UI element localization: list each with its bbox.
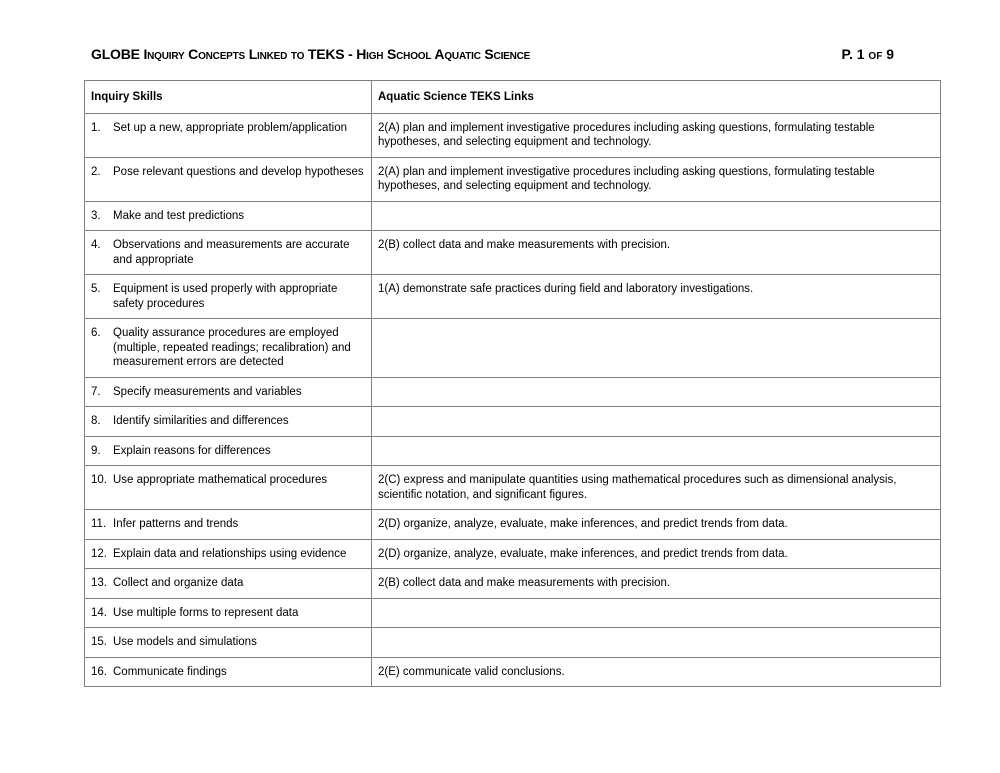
- inquiry-skill-cell: [85, 436, 372, 466]
- skill-text: Collect and organize data: [113, 577, 244, 589]
- skill-number: 13.: [91, 577, 107, 589]
- inquiry-skill: [91, 165, 365, 180]
- skill-text: Identify similarities and differences: [113, 415, 289, 427]
- inquiry-skill: [91, 635, 365, 650]
- teks-link-cell: 2(A) plan and implement investigative procedures including asking questions, formulating testable hypotheses, and selecting equipment and technology.: [372, 157, 941, 201]
- inquiry-skill: [91, 238, 365, 267]
- table-header-row: [85, 81, 941, 114]
- skill-number: 4.: [91, 239, 101, 251]
- inquiry-skill-cell: [85, 657, 372, 687]
- table-row: [85, 569, 941, 599]
- skill-number: 10.: [91, 474, 107, 486]
- teks-link-cell: 2(B) collect data and make measurements with precision.: [372, 231, 941, 275]
- inquiry-skill: [91, 414, 365, 429]
- page-number: P. 1 of 9: [841, 46, 894, 62]
- table-row: [85, 275, 941, 319]
- inquiry-skill: [91, 121, 365, 136]
- table-row: [85, 628, 941, 658]
- table-row: [85, 377, 941, 407]
- skill-number: 7.: [91, 385, 101, 398]
- teks-link-cell: [372, 598, 941, 628]
- skill-number: 6.: [91, 327, 101, 339]
- inquiry-skill: [91, 326, 365, 370]
- teks-link-cell: [372, 201, 941, 231]
- skill-text: Pose relevant questions and develop hypotheses: [113, 165, 364, 178]
- teks-link-cell: 2(D) organize, analyze, evaluate, make inferences, and predict trends from data.: [372, 510, 941, 540]
- inquiry-skill-cell: [85, 628, 372, 658]
- skill-text: Use multiple forms to represent data: [113, 606, 299, 619]
- inquiry-skill: [91, 547, 365, 562]
- skill-text: Explain reasons for differences: [113, 444, 271, 457]
- skill-number: 8.: [91, 415, 101, 427]
- teks-link-cell: 1(A) demonstrate safe practices during field and laboratory investigations.: [372, 275, 941, 319]
- column-header-inquiry-skills: Inquiry Skills: [85, 81, 372, 114]
- skill-text: Observations and measurements are accurate and appropriate: [113, 239, 350, 266]
- teks-link-cell: [372, 377, 941, 407]
- inquiry-skill-cell: [85, 231, 372, 275]
- table-row: [85, 113, 941, 157]
- inquiry-skill: [91, 473, 365, 488]
- inquiry-skill-cell: [85, 319, 372, 378]
- inquiry-skill-cell: [85, 407, 372, 437]
- inquiry-skill: [91, 576, 365, 591]
- inquiry-skill: [91, 665, 365, 680]
- skill-number: 9.: [91, 444, 101, 457]
- skill-number: 14.: [91, 606, 107, 619]
- inquiry-skill: [91, 517, 365, 532]
- table-row: [85, 407, 941, 437]
- skill-text: Use models and simulations: [113, 636, 257, 648]
- table-row: [85, 657, 941, 687]
- teks-link-cell: 2(C) express and manipulate quantities using mathematical procedures such as dimensional analysis, scientific notation, and significant figures.: [372, 466, 941, 510]
- inquiry-skill: [91, 385, 365, 400]
- inquiry-skill: [91, 282, 365, 311]
- teks-link-cell: 2(D) organize, analyze, evaluate, make inferences, and predict trends from data.: [372, 539, 941, 569]
- skill-number: 11.: [91, 518, 107, 530]
- table-row: [85, 510, 941, 540]
- skill-number: 2.: [91, 165, 101, 178]
- skill-number: 16.: [91, 665, 107, 678]
- teks-links-table: [84, 80, 941, 687]
- skill-text: Equipment is used properly with appropriate safety procedures: [113, 283, 338, 310]
- column-header-teks-links: Aquatic Science TEKS Links: [372, 81, 941, 114]
- skill-text: Make and test predictions: [113, 209, 245, 222]
- inquiry-skill: [91, 444, 365, 459]
- teks-link-cell: 2(A) plan and implement investigative procedures including asking questions, formulating testable hypotheses, and selecting equipment and technology.: [372, 113, 941, 157]
- skill-number: 3.: [91, 209, 101, 222]
- inquiry-skill-cell: [85, 510, 372, 540]
- skill-number: 5.: [91, 283, 101, 295]
- skill-text: Use appropriate mathematical procedures: [113, 474, 328, 486]
- teks-link-cell: [372, 407, 941, 437]
- inquiry-skill-cell: [85, 598, 372, 628]
- table-row: [85, 466, 941, 510]
- inquiry-skill-cell: [85, 113, 372, 157]
- inquiry-skill-cell: [85, 539, 372, 569]
- inquiry-skill-cell: [85, 377, 372, 407]
- skill-text: Specify measurements and variables: [113, 385, 302, 398]
- skill-text: Set up a new, appropriate problem/application: [113, 121, 347, 134]
- table-row: [85, 201, 941, 231]
- inquiry-skill: [91, 606, 365, 621]
- inquiry-skill-cell: [85, 569, 372, 599]
- teks-link-cell: 2(E) communicate valid conclusions.: [372, 657, 941, 687]
- table-row: [85, 157, 941, 201]
- inquiry-skill: [91, 209, 365, 224]
- table-body: [85, 113, 941, 687]
- table-row: [85, 231, 941, 275]
- skill-number: 12.: [91, 547, 107, 560]
- inquiry-skill-cell: [85, 157, 372, 201]
- inquiry-skill-cell: [85, 201, 372, 231]
- inquiry-skill-cell: [85, 275, 372, 319]
- skill-number: 1.: [91, 121, 101, 134]
- teks-link-cell: [372, 628, 941, 658]
- skill-text: Explain data and relationships using evidence: [113, 547, 347, 560]
- teks-link-cell: [372, 319, 941, 378]
- teks-link-cell: [372, 436, 941, 466]
- table-row: [85, 539, 941, 569]
- skill-number: 15.: [91, 636, 107, 648]
- skill-text: Infer patterns and trends: [113, 518, 239, 530]
- skill-text: Communicate findings: [113, 665, 227, 678]
- skill-text: Quality assurance procedures are employed (multiple, repeated readings; recalibration) and measurement errors are detected: [113, 327, 351, 368]
- table-row: [85, 598, 941, 628]
- table-row: [85, 319, 941, 378]
- inquiry-skill-cell: [85, 466, 372, 510]
- table-row: [85, 436, 941, 466]
- page-header: [91, 46, 896, 66]
- page-title: GLOBE Inquiry Concepts Linked to TEKS - High School Aquatic Science: [91, 46, 531, 62]
- teks-link-cell: 2(B) collect data and make measurements with precision.: [372, 569, 941, 599]
